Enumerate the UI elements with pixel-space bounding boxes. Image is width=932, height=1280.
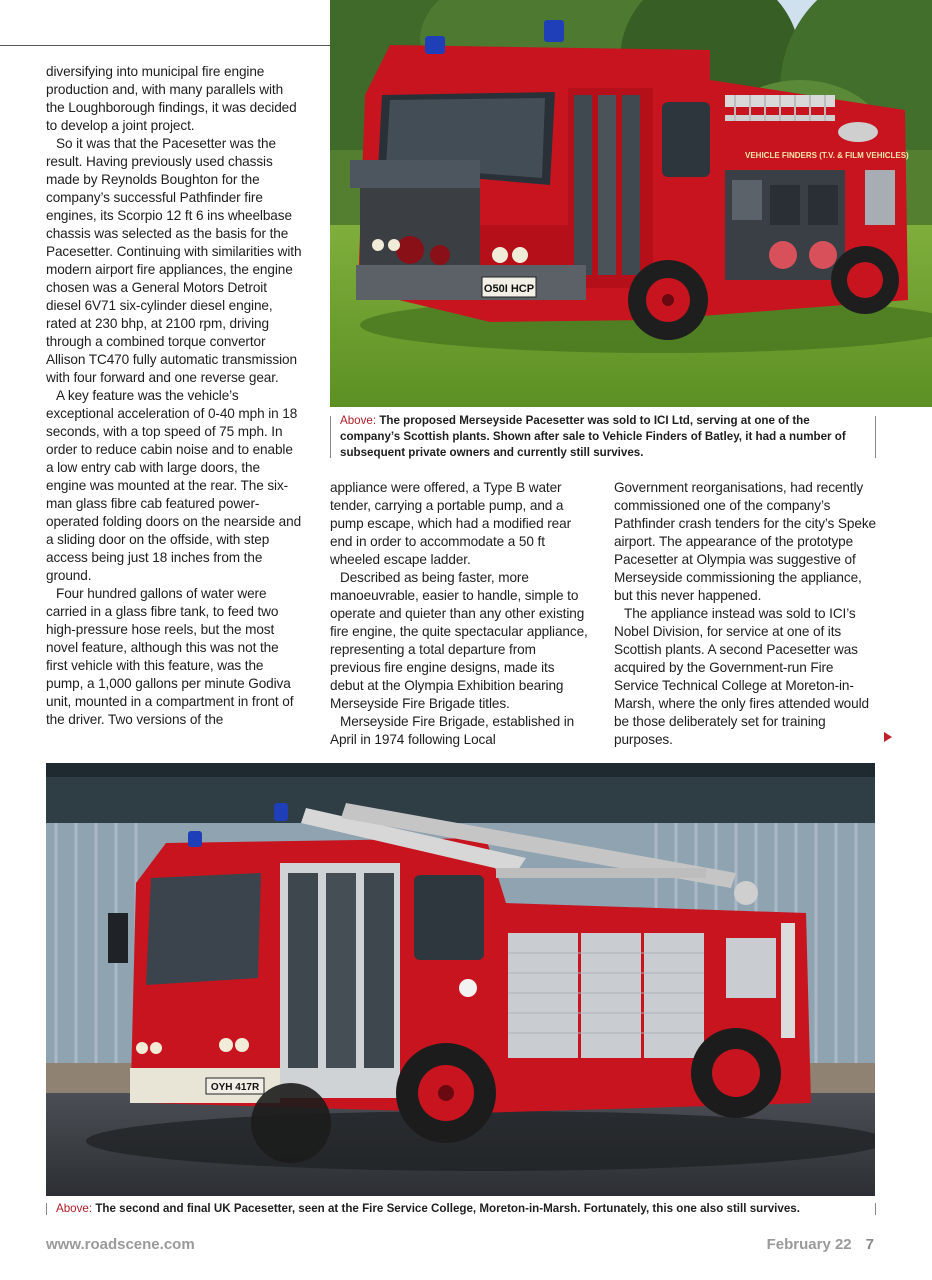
caption-rule-left bbox=[330, 416, 331, 458]
caption-rule-right bbox=[875, 416, 876, 458]
photo-caption-2 bbox=[56, 1201, 876, 1217]
truck-side-lettering: VEHICLE FINDERS (T.V. & FILM VEHICLES) bbox=[745, 151, 909, 160]
footer-issue: February 22 bbox=[766, 1236, 852, 1253]
number-plate: OYH 417R bbox=[210, 1082, 260, 1093]
paragraph: The appliance instead was sold to ICI’s Nobel Division, for service at one of its Scottish plants. A second Pacesetter was acquired by the Government-run Fire Service Technical College at Moreton-in-Marsh, where the only fires attended would be those deliberately set for training purposes. bbox=[614, 606, 869, 747]
paragraph: So it was that the Pacesetter was the result. Having previously used chassis made by Reynolds Boughton for the company’s successful Pathfinder fire engines, its Scorpio 12 ft 6 ins wheelbase chassis was selected as the basis for the Pacesetter. Continuing with similarities with modern airport fire appliances, the engine chosen was a General Motors Detroit diesel 6V71 six-cylinder diesel engine, rated at 230 bhp, at 2100 rpm, driving through a combined torque convertor Allison TC470 fully automatic transmission with four forward and one reverse gear. bbox=[46, 136, 302, 385]
photo-ici-pacesetter bbox=[330, 0, 932, 407]
number-plate: O50I HCP bbox=[483, 283, 535, 295]
top-rule bbox=[0, 45, 330, 46]
paragraph: diversifying into municipal fire engine production and, with many parallels with the Loughborough findings, it was decided to develop a joint project. bbox=[46, 64, 297, 133]
article-column-3 bbox=[614, 479, 876, 749]
paragraph: Merseyside Fire Brigade, established in April in 1974 following Local bbox=[330, 714, 575, 747]
caption-text: The second and final UK Pacesetter, seen at the Fire Service College, Moreton-in-Marsh. Fortunately, this one also still survives. bbox=[95, 1202, 800, 1215]
paragraph: A key feature was the vehicle’s exceptional acceleration of 0-40 mph in 18 seconds, with a top speed of 75 mph. In order to reduce cabin noise and to enable a low entry cab with large doors, the engine was mounted at the rear. The six-man glass fibre cab featured power-operated folding doors on the nearside and a sliding door on the offside, with step access being just 18 inches from the ground. bbox=[46, 388, 302, 583]
caption-text: The proposed Merseyside Pacesetter was sold to ICI Ltd, serving at one of the company’s Scottish plants. Shown after sale to Vehicle Finders of Batley, it had a number of subsequent private owners and currently still survives. bbox=[340, 414, 846, 459]
caption-lead: Above: bbox=[340, 414, 377, 427]
paragraph: Four hundred gallons of water were carried in a glass fibre tank, to feed two high-pressure hose reels, but the most novel feature, although this was not the first vehicle with this feature, was the pump, a 1,000 gallons per minute Godiva unit, mounted in a compartment in front of the driver. Two versions of the bbox=[46, 586, 294, 727]
article-column-2 bbox=[330, 479, 588, 749]
caption-lead: Above: bbox=[56, 1202, 93, 1215]
footer-website: www.roadscene.com bbox=[46, 1236, 195, 1253]
paragraph: Government reorganisations, had recently commissioned one of the company’s Pathfinder crash tenders for the city’s Speke airport. The appearance of the prototype Pacesetter at Olympia was suggestive of Merseyside commissioning the appliance, but this never happened. bbox=[614, 480, 876, 603]
paragraph: appliance were offered, a Type B water tender, carrying a portable pump, and a pump escape, which had a modified rear end in order to accommodate a 50 ft wheeled escape ladder. bbox=[330, 480, 572, 567]
photo-fire-service-college-pacesetter bbox=[46, 763, 875, 1196]
photo-caption-1 bbox=[340, 413, 870, 461]
article-column-1 bbox=[46, 63, 302, 729]
caption-rule-left bbox=[46, 1203, 47, 1215]
continue-arrow-icon bbox=[884, 732, 892, 742]
page-number: 7 bbox=[865, 1236, 874, 1253]
paragraph: Described as being faster, more manoeuvrable, easier to handle, simple to operate and quieter than any other existing fire engine, the quite spectacular appliance, representing a total departure from previous fire engine designs, made its debut at the Olympia Exhibition bearing Merseyside Fire Brigade titles. bbox=[330, 570, 588, 711]
footer-issue-page bbox=[767, 1236, 874, 1253]
